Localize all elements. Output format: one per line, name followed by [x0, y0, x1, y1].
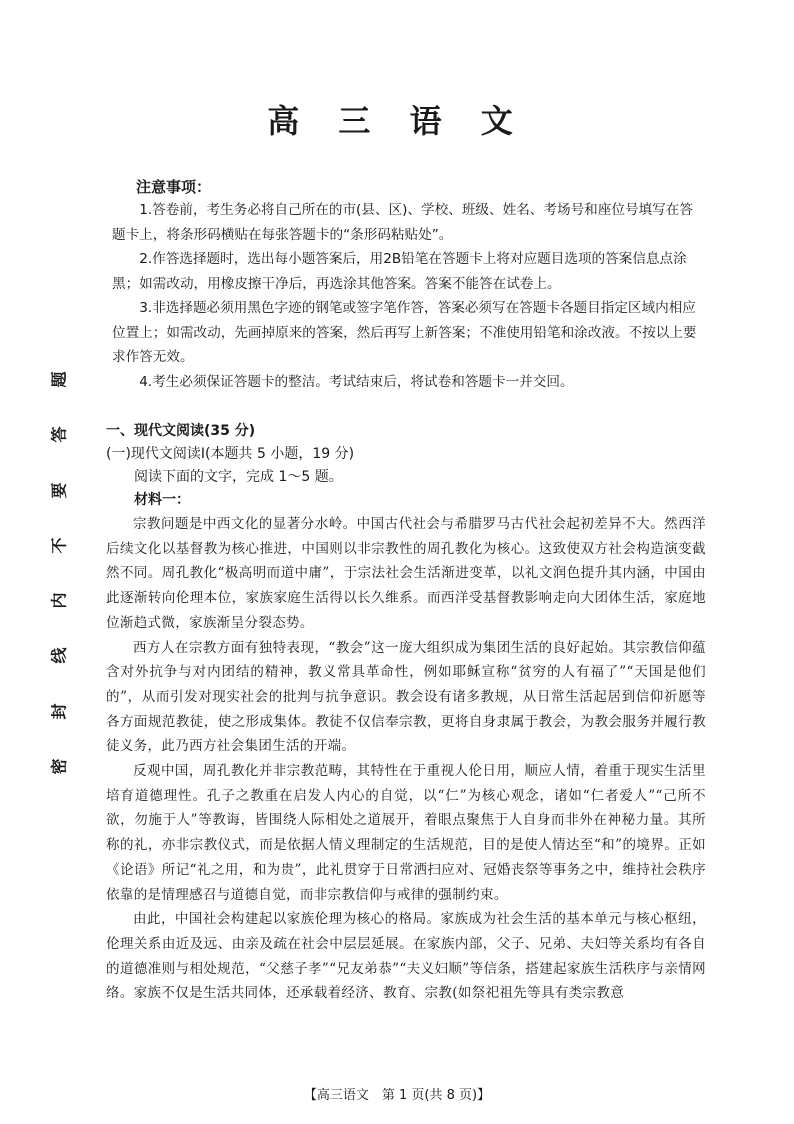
reading-section: [106, 420, 706, 1006]
side-char: 要: [49, 482, 69, 499]
body-paragraph: 西方人在宗教方面有独特表现，“教会”这一庞大组织成为集团生活的良好起始。其宗教信仰蕴含对外抗争与对内团结的精神，教义常具革命性，例如耶稣宣称“贫穷的人有福了”“天国是他们的”，从而引发对现实社会的批判与抗争意识。教会设有诸多教规，从日常生活起居到信仰祈愿等各方面规范教徒，使之形成集体。教徒不仅信奉宗教，更将自身隶属于教会，为教会服务并履行教徒义务，此乃西方社会集团生活的开端。: [106, 639, 706, 755]
notice-item: 2.作答选择题时，选出每小题答案后，用2B铅笔在答题卡上将对应题目选项的答案信息点涂黑；如需改动，用橡皮擦干净后，再选涂其他答案。答案不能答在试卷上。: [112, 251, 687, 292]
side-char: 内: [49, 592, 69, 609]
body-paragraph: 反观中国，周孔教化并非宗教范畴，其特性在于重视人伦日用，顺应人情，着重于现实生活里培育道德理性。孔子之教重在启发人内心的自觉，以“仁”为核心观念，诸如“仁者爱人”“己所不欲，勿施于人”等教诲，皆围绕人际相处之道展开，着眼点聚焦于人自身而非外在神秘力量。其所称的礼，亦非宗教仪式，而是依据人情义理制定的生活规范，目的是使人情达至“和”的境界。正如《论语》所记“礼之用，和为贵”，此礼贯穿于日常洒扫应对、冠婚丧祭等事务之中，维持社会秩序依靠的是情理感召与道德自觉，而非宗教信仰与戒律的强制约束。: [106, 763, 706, 903]
notice-item: 3.非选择题必须用黑色字迹的钢笔或签字笔作答，答案必须写在答题卡各题目指定区域内相应位置上；如需改动，先画掉原来的答案，然后再写上新答案；不准使用铅笔和涂改液。不按以上要求作答无效。: [112, 300, 697, 365]
side-char: 线: [49, 647, 69, 664]
side-char: 封: [49, 703, 69, 720]
material-label: 材料一：: [134, 492, 190, 508]
notice-item: 1.答卷前，考生务必将自己所在的市(县、区)、学校、班级、姓名、考场号和座位号填写在答题卡上，将条形码横贴在每张答题卡的“条形码粘贴处”。: [112, 202, 693, 243]
notice-block: [110, 176, 702, 394]
section-heading: 一、现代文阅读(35 分): [106, 423, 256, 439]
notice-item: 4.考生必须保证答题卡的整洁。考试结束后，将试卷和答题卡一并交回。: [139, 373, 574, 390]
body-paragraph: 宗教问题是中西文化的显著分水岭。中国古代社会与希腊罗马古代社会起初差异不大。然西洋后续文化以基督教为核心推进，中国则以非宗教性的周孔教化为核心。这致使双方社会构造演变截然不同。周孔教化“极高明而道中庸”，于宗法社会生活渐进变革，以礼文润色提升其内涵，中国由此逐渐转向伦理本位，家族家庭生活得以长久维系。而西洋受基督教影响走向大团体生活，家庭地位渐趋式微，家族渐呈分裂态势。: [106, 516, 706, 631]
page-title: 高 三 语 文: [267, 102, 527, 140]
side-char: 答: [49, 426, 69, 443]
notice-title: 注意事项：: [136, 178, 212, 196]
side-char: 密: [49, 758, 69, 775]
body-paragraph: 由此，中国社会构建起以家族伦理为核心的格局。家族成为社会生活的基本单元与核心枢纽，伦理关系由近及远、由亲及疏在社会中层层延展。在家族内部，父子、兄弟、夫妇等关系均有各自的道德准则与相处规范，“父慈子孝”“兄友弟恭”“夫义妇顺”等信条，搭建起家族生活秩序与亲情网络。家族不仅是生活共同体，还承载着经济、教育、宗教(如祭祀祖先等具有类宗教意: [106, 911, 706, 1002]
binding-line-notice: [44, 368, 72, 778]
section-subheading: (一)现代文阅读Ⅰ(本题共 5 小题，19 分): [106, 446, 355, 462]
side-char: 题: [49, 371, 69, 388]
page-footer: 【高三语文 第 1 页(共 8 页)】: [303, 1088, 491, 1103]
side-char: 不: [49, 537, 69, 554]
reading-instruction: 阅读下面的文字，完成 1～5 题。: [134, 469, 343, 485]
